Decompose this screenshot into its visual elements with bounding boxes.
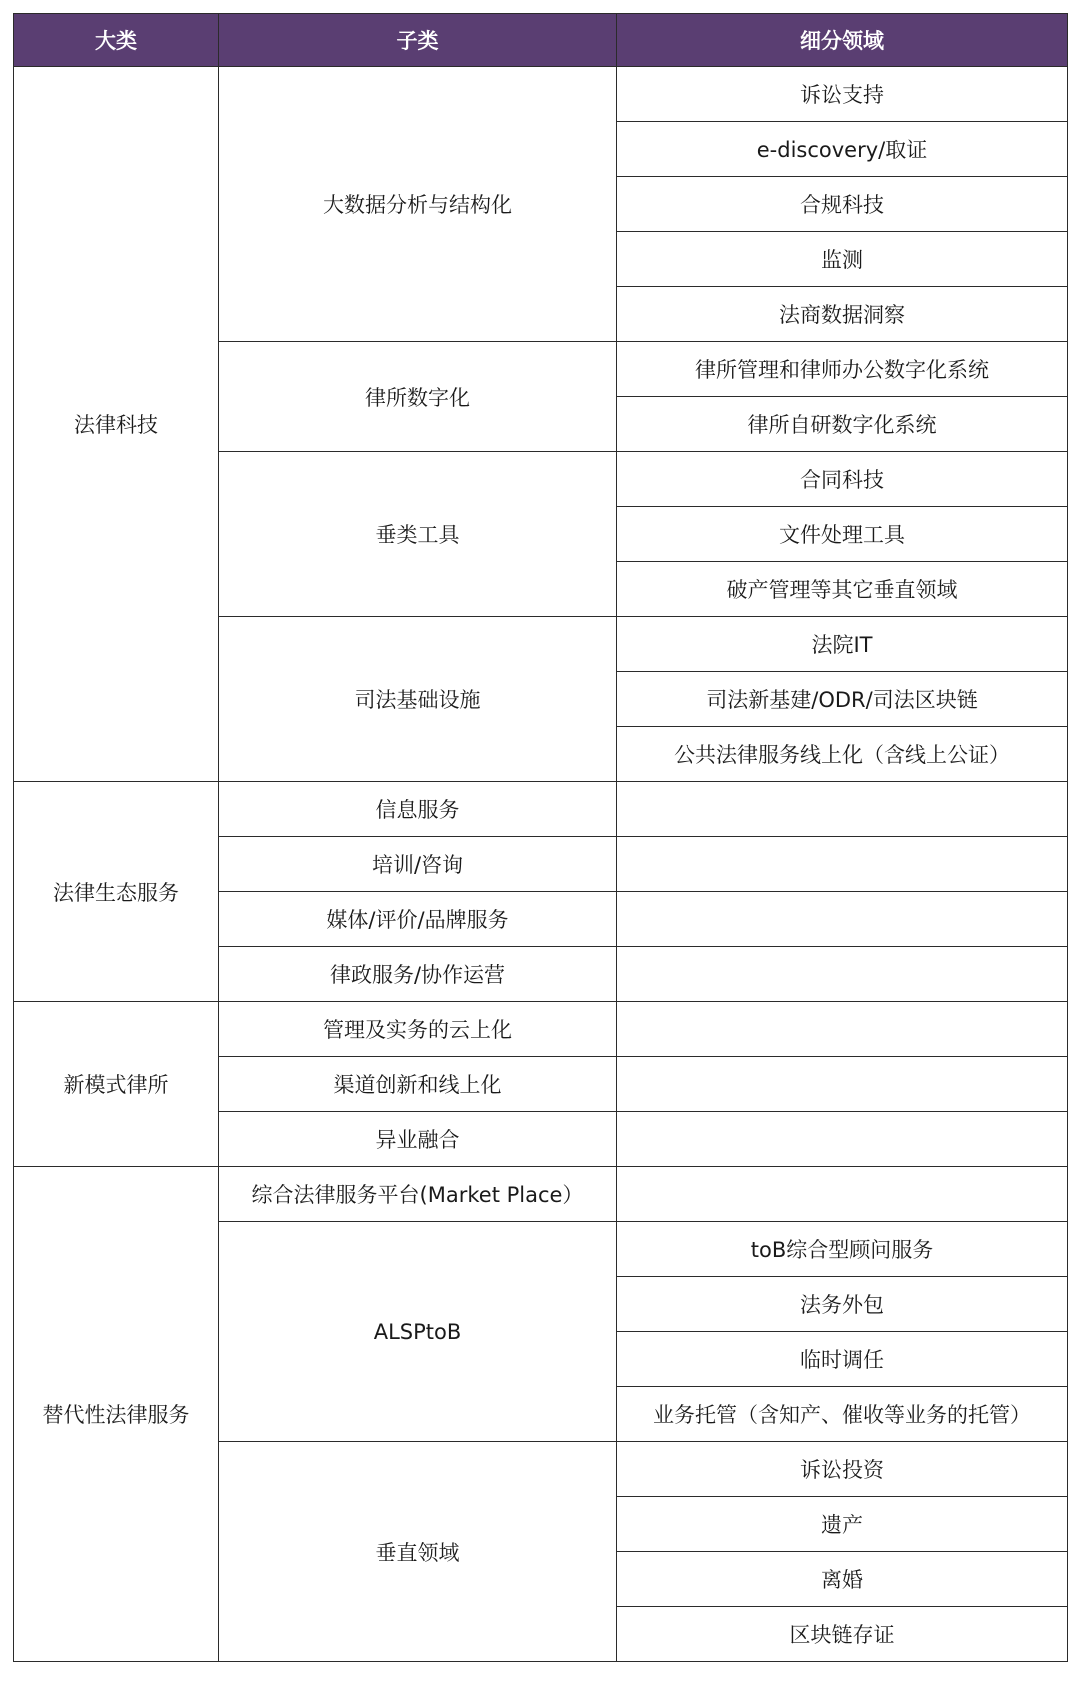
segment-cell <box>617 1112 1068 1167</box>
segment-cell: 合规科技 <box>617 177 1068 232</box>
subcategory-cell: 信息服务 <box>219 782 617 837</box>
segment-cell: 破产管理等其它垂直领域 <box>617 562 1068 617</box>
table-row <box>14 782 1068 837</box>
category-table <box>13 13 1068 1662</box>
segment-cell: toB综合型顾问服务 <box>617 1222 1068 1277</box>
segment-cell: 法商数据洞察 <box>617 287 1068 342</box>
subcategory-cell: 司法基础设施 <box>219 617 617 782</box>
segment-cell: 监测 <box>617 232 1068 287</box>
segment-cell: 离婚 <box>617 1552 1068 1607</box>
segment-cell: 律所管理和律师办公数字化系统 <box>617 342 1068 397</box>
segment-cell: 区块链存证 <box>617 1607 1068 1662</box>
major-category-cell: 法律生态服务 <box>14 782 219 1002</box>
subcategory-cell: 媒体/评价/品牌服务 <box>219 892 617 947</box>
header-major-category: 大类 <box>14 14 219 67</box>
header-segment: 细分领域 <box>617 14 1068 67</box>
segment-cell <box>617 837 1068 892</box>
table-row <box>14 1167 1068 1222</box>
segment-cell: 法务外包 <box>617 1277 1068 1332</box>
subcategory-cell: 大数据分析与结构化 <box>219 67 617 342</box>
table-row <box>14 67 1068 122</box>
segment-cell: 临时调任 <box>617 1332 1068 1387</box>
subcategory-cell: ALSPtoB <box>219 1222 617 1442</box>
subcategory-cell: 垂直领域 <box>219 1442 617 1662</box>
table-row <box>14 1002 1068 1057</box>
segment-cell <box>617 782 1068 837</box>
segment-cell <box>617 1167 1068 1222</box>
segment-cell: 遗产 <box>617 1497 1068 1552</box>
segment-cell <box>617 1002 1068 1057</box>
subcategory-cell: 培训/咨询 <box>219 837 617 892</box>
segment-cell: 法院IT <box>617 617 1068 672</box>
subcategory-cell: 渠道创新和线上化 <box>219 1057 617 1112</box>
segment-cell: 公共法律服务线上化（含线上公证） <box>617 727 1068 782</box>
segment-cell: 律所自研数字化系统 <box>617 397 1068 452</box>
table-body <box>14 67 1068 1662</box>
header-row <box>14 14 1068 67</box>
segment-cell: 合同科技 <box>617 452 1068 507</box>
segment-cell <box>617 892 1068 947</box>
segment-cell <box>617 1057 1068 1112</box>
subcategory-cell: 综合法律服务平台(Market Place） <box>219 1167 617 1222</box>
header-subcategory: 子类 <box>219 14 617 67</box>
subcategory-cell: 律所数字化 <box>219 342 617 452</box>
subcategory-cell: 管理及实务的云上化 <box>219 1002 617 1057</box>
major-category-cell: 替代性法律服务 <box>14 1167 219 1662</box>
subcategory-cell: 律政服务/协作运营 <box>219 947 617 1002</box>
segment-cell <box>617 947 1068 1002</box>
segment-cell: 司法新基建/ODR/司法区块链 <box>617 672 1068 727</box>
segment-cell: 诉讼支持 <box>617 67 1068 122</box>
table-header <box>14 14 1068 67</box>
major-category-cell: 法律科技 <box>14 67 219 782</box>
subcategory-cell: 异业融合 <box>219 1112 617 1167</box>
subcategory-cell: 垂类工具 <box>219 452 617 617</box>
segment-cell: 诉讼投资 <box>617 1442 1068 1497</box>
major-category-cell: 新模式律所 <box>14 1002 219 1167</box>
segment-cell: e-discovery/取证 <box>617 122 1068 177</box>
segment-cell: 文件处理工具 <box>617 507 1068 562</box>
segment-cell: 业务托管（含知产、催收等业务的托管） <box>617 1387 1068 1442</box>
